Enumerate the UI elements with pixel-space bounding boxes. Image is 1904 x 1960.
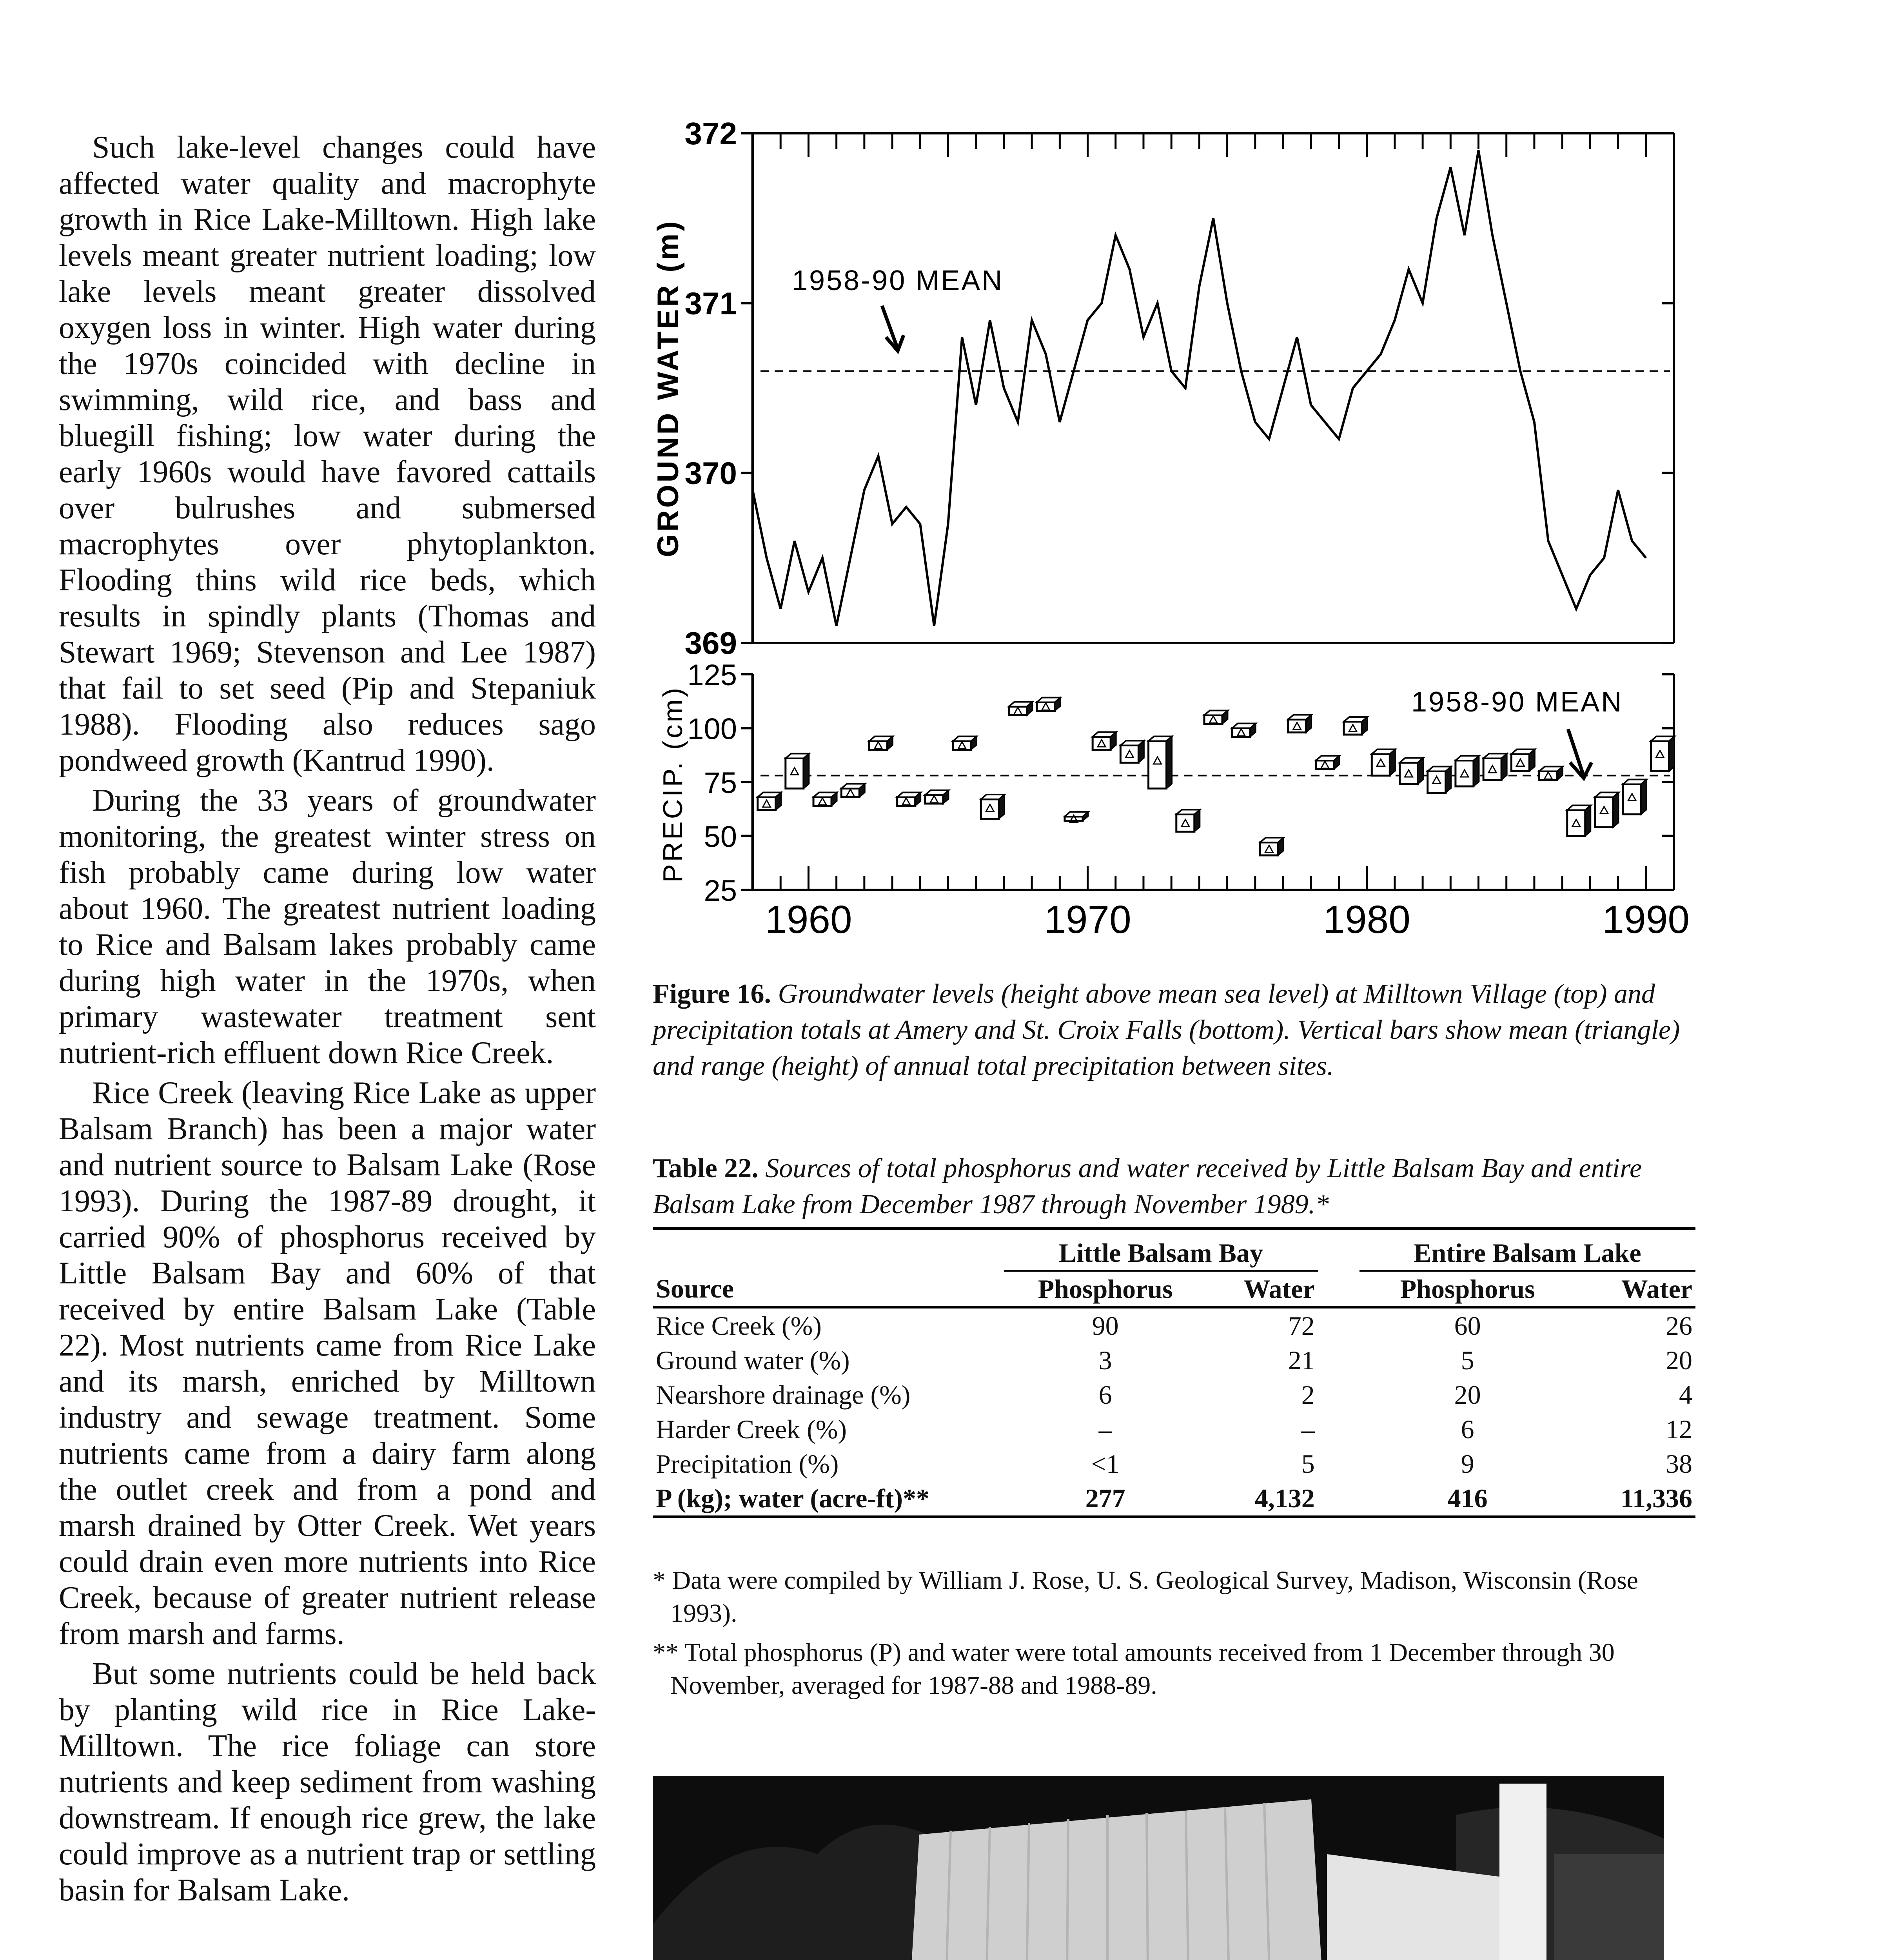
figure-caption bbox=[653, 976, 1692, 1084]
precip-bar-front bbox=[1372, 754, 1390, 776]
table-cell: 26 bbox=[1666, 1310, 1692, 1341]
precip-range-bar bbox=[1176, 810, 1200, 832]
precip-bar-front bbox=[1651, 741, 1669, 771]
table-row bbox=[653, 1343, 1695, 1377]
precip-bar-side bbox=[804, 754, 809, 789]
precip-bar-front bbox=[1483, 759, 1501, 780]
precip-ytick-label: 125 bbox=[687, 659, 737, 692]
table-cell: 9 bbox=[1461, 1448, 1474, 1479]
table-row bbox=[653, 1446, 1695, 1481]
precip-ytick-label: 25 bbox=[704, 874, 737, 907]
precip-bar-front bbox=[1149, 741, 1167, 789]
precip-range-bar bbox=[1149, 737, 1172, 789]
precip-range-bar bbox=[1344, 717, 1367, 735]
precip-xtick-label: 1970 bbox=[1044, 898, 1131, 942]
column-header: Phosphorus bbox=[1359, 1271, 1576, 1307]
precip-bar-side bbox=[1585, 806, 1591, 836]
precip-range-bar bbox=[1372, 750, 1395, 776]
precip-bar-front bbox=[1623, 784, 1641, 815]
precip-range-bar bbox=[869, 737, 893, 750]
precip-xtick-label: 1960 bbox=[765, 898, 852, 942]
table-cell: 21 bbox=[1288, 1345, 1315, 1375]
precip-range-bar bbox=[786, 754, 809, 789]
precip-bar-side bbox=[1501, 754, 1507, 780]
precip-bar-side bbox=[1446, 767, 1451, 793]
table-cell: 11,336 bbox=[1575, 1481, 1695, 1517]
precip-ylabel: PRECIP. (cm) bbox=[657, 685, 688, 883]
precip-range-bar bbox=[1288, 715, 1312, 733]
precip-range-bar bbox=[981, 795, 1004, 819]
table-cell: Ground water (%) bbox=[656, 1345, 850, 1375]
column-header: Water bbox=[1575, 1271, 1695, 1307]
table-cell: 60 bbox=[1454, 1310, 1481, 1341]
precip-bar-front bbox=[1567, 810, 1585, 836]
precip-bar-front bbox=[1456, 760, 1474, 786]
table-cell: 38 bbox=[1666, 1448, 1692, 1479]
gw-ylabel: GROUND WATER (m) bbox=[652, 219, 685, 557]
precip-bar-side bbox=[1194, 810, 1200, 832]
column-header: Water bbox=[1207, 1271, 1318, 1307]
precip-bar-side bbox=[1529, 750, 1535, 771]
gw-ytick-label: 369 bbox=[684, 626, 737, 661]
precip-range-bar bbox=[1260, 838, 1283, 855]
precip-range-bar bbox=[813, 793, 837, 806]
table-title-text: Sources of total phosphorus and water received by Little Balsam Bay and entire Balsam Lake from December 1987 through November 1989.* bbox=[653, 1153, 1642, 1220]
table-cell: 5 bbox=[1301, 1448, 1315, 1479]
precip-bar-side bbox=[1390, 750, 1395, 776]
precip-range-bar bbox=[1232, 724, 1256, 737]
table-row bbox=[653, 1307, 1695, 1343]
precip-bar-front bbox=[786, 759, 804, 789]
precip-range-bar bbox=[1567, 806, 1591, 836]
precip-bar-front bbox=[1120, 746, 1138, 763]
body-paragraph: But some nutrients could be held back by planting wild rice in Rice Lake-Milltown. The rice foliage can store nutrients and keep sediment from washing downstream. If enough rice grew, the lake could improve as a nutrient trap or settling basin for Balsam Lake. bbox=[59, 1657, 596, 1907]
table-footnotes bbox=[653, 1564, 1695, 1708]
precip-bar-side bbox=[1613, 793, 1619, 828]
table-label: Table 22. bbox=[653, 1153, 759, 1183]
footnote: * Data were compiled by William J. Rose, U. S. Geological Survey, Madison, Wisconsin (Rose 1993). bbox=[653, 1566, 1638, 1628]
precip-mean-label: 1958-90 MEAN bbox=[1411, 686, 1623, 718]
table-cell: 20 bbox=[1454, 1379, 1481, 1410]
gw-ytick-label: 370 bbox=[684, 456, 737, 491]
precip-bar-side bbox=[999, 795, 1004, 819]
table-cell: Rice Creek (%) bbox=[656, 1310, 822, 1341]
table-cell: 72 bbox=[1288, 1310, 1315, 1341]
table-cell: 6 bbox=[1098, 1379, 1112, 1410]
precip-bar-front bbox=[1595, 797, 1613, 828]
precip-range-bar bbox=[1623, 780, 1646, 815]
precip-range-bar bbox=[897, 793, 921, 806]
table-cell: 2 bbox=[1301, 1379, 1315, 1410]
gw-mean-arrow bbox=[882, 306, 904, 351]
precip-range-bar bbox=[1399, 758, 1423, 784]
groundwater-panel bbox=[652, 116, 1674, 661]
gw-ytick-label: 372 bbox=[684, 116, 737, 151]
precip-bar-front bbox=[1176, 815, 1194, 832]
precip-range-bar bbox=[1093, 732, 1116, 750]
body-paragraph: During the 33 years of groundwater monitoring, the greatest winter stress on fish probably came during low water about 1960. The greatest nutrient loading to Rice and Balsam lakes probably came during high water in the 1970s, when primary wastewater treatment sent nutrient-rich effluent down Rice Creek. bbox=[59, 783, 596, 1070]
precip-range-bar bbox=[1065, 812, 1088, 822]
figure-16-chart bbox=[627, 110, 1693, 980]
photo-image bbox=[653, 1776, 1664, 1960]
table-row bbox=[653, 1412, 1695, 1446]
precip-range-bar bbox=[1456, 756, 1479, 786]
table-cell: Precipitation (%) bbox=[656, 1448, 839, 1479]
precip-range-bar bbox=[953, 737, 977, 750]
precip-range-bar bbox=[1120, 741, 1144, 763]
table-cell: Nearshore drainage (%) bbox=[656, 1379, 911, 1410]
precip-xtick-label: 1990 bbox=[1602, 898, 1690, 942]
precip-bar-front bbox=[981, 799, 999, 819]
precip-range-bar bbox=[1651, 737, 1674, 771]
figure-label: Figure 16. bbox=[653, 979, 771, 1009]
group-header: Entire Balsam Lake bbox=[1359, 1229, 1695, 1271]
precip-panel bbox=[657, 659, 1690, 942]
precip-bar-front bbox=[1428, 771, 1446, 793]
precip-ytick-label: 100 bbox=[687, 712, 737, 746]
table-cell: 12 bbox=[1666, 1414, 1692, 1444]
figure-caption-text: Groundwater levels (height above mean sea level) at Milltown Village (top) and precipitation totals at Amery and St. Croix Falls (bottom). Vertical bars show mean (triangle) and range (height) of annual total precipitation between sites. bbox=[653, 979, 1680, 1081]
precip-bar-front bbox=[1511, 754, 1529, 771]
table-row bbox=[653, 1377, 1695, 1412]
precip-bar-side bbox=[1138, 741, 1144, 763]
precip-bar-front bbox=[1399, 763, 1418, 784]
table-cell: <1 bbox=[1091, 1448, 1120, 1479]
precip-bar-side bbox=[1641, 780, 1646, 815]
table-cell: 3 bbox=[1098, 1345, 1112, 1375]
table-cell: 20 bbox=[1666, 1345, 1692, 1375]
precip-range-bar bbox=[1595, 793, 1619, 828]
gw-ytick-label: 371 bbox=[684, 286, 737, 321]
table-cell: 90 bbox=[1092, 1310, 1119, 1341]
column-header: Phosphorus bbox=[1004, 1271, 1207, 1307]
precip-mean-arrow bbox=[1568, 729, 1592, 778]
table-cell: – bbox=[1098, 1414, 1112, 1444]
body-text-column bbox=[59, 129, 596, 1908]
precip-bar-side bbox=[1669, 737, 1674, 771]
precip-range-bar bbox=[1316, 756, 1340, 769]
precip-range-bar bbox=[1483, 754, 1507, 780]
precip-bar-side bbox=[1474, 756, 1479, 786]
precip-range-bar bbox=[841, 784, 865, 797]
precip-range-bar bbox=[1539, 767, 1563, 780]
precip-range-bar bbox=[1511, 750, 1535, 771]
precip-range-bar bbox=[758, 793, 781, 810]
group-header: Little Balsam Bay bbox=[1004, 1229, 1318, 1271]
precip-bar-side bbox=[1418, 758, 1423, 784]
precip-range-bar bbox=[1009, 702, 1033, 715]
body-paragraph: Such lake-level changes could have affected water quality and macrophyte growth in Rice Lake-Milltown. High lake levels meant greater nutrient loading; low lake levels meant greater dissolved oxygen loss in winter. High water during the 1970s coincided with decline in swimming, wild rice, and bass and bluegill fishing; low water during the early 1960s would have favored cattails over bulrushes and submersed macrophytes over phytoplankton. Flooding thins wild rice beds, which results in spindly plants (Thomas and Stewart 1969; Stevenson and Lee 1987) that fail to set seed (Pip and Stepaniuk 1988). Flooding also reduces sago pondweed growth (Kantrud 1990). bbox=[59, 130, 596, 778]
precip-ytick-label: 75 bbox=[704, 766, 737, 800]
table-22 bbox=[653, 1227, 1695, 1518]
gw-mean-label: 1958-90 MEAN bbox=[792, 265, 1004, 296]
table-cell: 4 bbox=[1679, 1379, 1692, 1410]
table-cell: Harder Creek (%) bbox=[656, 1414, 847, 1444]
table-cell: P (kg); water (acre-ft)** bbox=[653, 1481, 1004, 1517]
precip-range-bar bbox=[1204, 711, 1228, 724]
table-cell: – bbox=[1301, 1414, 1315, 1444]
table-cell: 6 bbox=[1461, 1414, 1474, 1444]
gw-series-line bbox=[753, 150, 1646, 626]
precip-range-bar bbox=[1428, 767, 1451, 793]
table-cell: 416 bbox=[1359, 1481, 1576, 1517]
table-cell: 5 bbox=[1461, 1345, 1474, 1375]
table-total-row bbox=[653, 1481, 1695, 1517]
precip-xtick-label: 1980 bbox=[1323, 898, 1410, 942]
chart-svg bbox=[627, 110, 1693, 980]
body-paragraph: Rice Creek (leaving Rice Lake as upper Balsam Branch) has been a major water and nutrient source to Balsam Lake (Rose 1993). During the 1987-89 drought, it carried 90% of phosphorus received by Little Balsam Bay and 60% of that received by entire Balsam Lake (Table 22). Most nutrients came from Rice Lake and its marsh, enriched by Milltown industry and sewage treatment. Some nutrients came from a dairy farm along the outlet creek and from a pond and marsh drained by Otter Creek. Wet years could drain even more nutrients into Rice Creek, because of greater nutrient release from marsh and farms. bbox=[59, 1076, 596, 1651]
table-cell: 277 bbox=[1004, 1481, 1207, 1517]
table-title bbox=[653, 1151, 1692, 1223]
footnote: ** Total phosphorus (P) and water were total amounts received from 1 December through 30 November, averaged for 1987-88 and 1988-89. bbox=[653, 1638, 1615, 1700]
dairy-farm-photo bbox=[653, 1776, 1664, 1960]
precip-bar-side bbox=[1167, 737, 1172, 789]
table-cell: 4,132 bbox=[1207, 1481, 1318, 1517]
precip-range-bar bbox=[1037, 698, 1060, 711]
precip-ytick-label: 50 bbox=[704, 820, 737, 854]
precip-range-bar bbox=[925, 790, 949, 804]
column-header: Source bbox=[653, 1271, 1004, 1307]
